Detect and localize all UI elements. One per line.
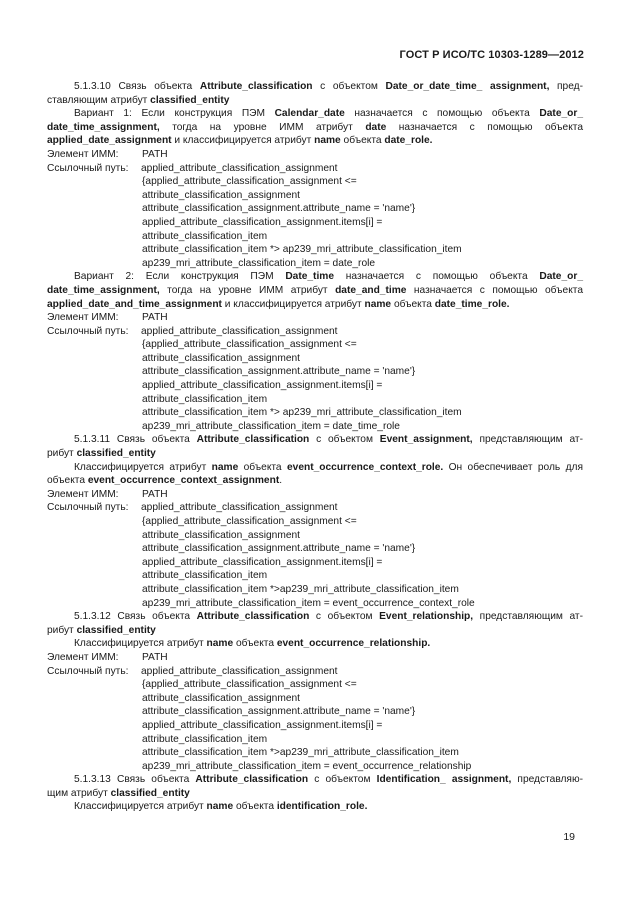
variant-1-line-1 [47,107,583,121]
ref-path-line: attribute_classification_assignment [142,529,300,541]
paragraph [47,461,583,475]
text: с объектом [312,81,386,92]
ref-path-line: attribute_classification_item [142,570,268,582]
text: Классифицируется атрибут [74,461,212,473]
ref-path-line: ap239_mri_attribute_classification_item = date_time_role [142,420,400,432]
text: Он обеспечивает роль для [443,461,583,473]
section-heading-cont [47,787,583,801]
ref-path-line: attribute_classification_assignment [142,692,300,704]
bold-term: Attribute_classification [196,434,310,446]
section-heading-5-1-3-10 [47,80,583,94]
text: тогда на уровне ИММ атрибут [159,121,366,133]
bold-term: Date_or_date_time_ assignment, [385,81,550,92]
section-heading-cont [47,624,583,638]
bold-term: date_time_role. [434,298,510,310]
bold-term: date_role. [384,135,433,147]
bold-term: event_occurrence_relationship. [276,638,431,650]
bold-term: Attribute_classification [199,81,313,92]
text: Вариант 1: Если конструкция ПЭМ [74,108,275,120]
variant-2-line-1 [47,270,583,284]
page-number: 19 [563,831,575,843]
text: Вариант 2: Если конструкция ПЭМ [74,271,286,283]
ref-path-label: Ссылочный путь: [47,325,129,337]
text: объекта [340,135,385,147]
ref-path-line: applied_attribute_classification_assignment [141,325,338,337]
mim-element-label: Элемент ИММ: [47,488,119,500]
bold-term: date_time_assignment, [47,284,160,296]
bold-term: date_and_time [335,284,407,296]
mim-element-row [47,311,583,325]
ref-path-line: ap239_mri_attribute_classification_item = date_role [142,257,376,269]
document-header: ГОСТ Р ИСО/ТС 10303-1289—2012 [399,49,584,61]
bold-term: applied_date_assignment [47,135,172,147]
ref-path-line: {applied_attribute_classification_assignment <= [142,679,357,691]
ref-path-line: attribute_classification_assignment.attribute_name = 'name'} [142,203,416,215]
variant-2-line-3 [47,298,583,312]
mim-element-label: Элемент ИММ: [47,312,119,324]
ref-path-line: attribute_classification_assignment [142,189,300,201]
text: представляю- [511,774,583,786]
bold-term: name [314,135,341,147]
ref-path-line: attribute_classification_assignment.attribute_name = 'name'} [142,706,416,718]
text: объекта [233,638,277,650]
text: объекта [391,298,435,310]
text: назначается с помощью объекта [344,108,540,120]
ref-path-line: applied_attribute_classification_assignment.items[i] = [142,216,383,228]
ref-path-line: attribute_classification_item *>ap239_mri_attribute_classification_item [142,583,459,595]
ref-path-row [47,162,583,176]
text: . [279,475,283,487]
ref-path-line: {applied_attribute_classification_assignment <= [142,339,357,351]
text: назначается с помощью объекта [406,284,583,296]
text: объекта [238,461,287,473]
ref-path-line: applied_attribute_classification_assignment [141,502,338,514]
mim-element-label: Элемент ИММ: [47,148,119,160]
section-heading-cont [47,447,583,461]
bold-term: Date_or_ [539,271,583,283]
section-heading-5-1-3-12 [47,610,583,624]
ref-path-line: attribute_classification_assignment [142,352,300,364]
mim-element-value: PATH [142,148,168,160]
text: объекта [233,801,277,813]
bold-term: Date_or_ [539,108,584,120]
bold-term: Calendar_date [274,108,345,120]
mim-element-value: PATH [142,312,168,324]
ref-path-line: applied_attribute_classification_assignment.items[i] = [142,380,383,392]
ref-path-line: attribute_classification_assignment.attribute_name = 'name'} [142,366,416,378]
text: представляющим ат- [472,434,583,446]
text: и классифицируется атрибут [221,298,365,310]
ref-path-row [47,325,583,339]
text: щим атрибут [47,787,111,799]
text: с объектом [309,611,380,623]
bold-term: classified_entity [76,624,156,636]
bold-term: Attribute_classification [196,611,310,623]
ref-path-line: attribute_classification_item *> ap239_mri_attribute_classification_item [142,407,462,419]
bold-term: classified_entity [110,787,190,799]
ref-path-line: ap239_mri_attribute_classification_item = event_occurrence_context_role [142,597,475,609]
ref-path-line: {applied_attribute_classification_assignment <= [142,516,357,527]
text: назначается с помощью объекта [386,121,583,133]
section-heading-cont [47,94,583,108]
text: Классифицируется атрибут [74,638,207,650]
bold-term: name [206,638,234,650]
text: Классифицируется атрибут [74,801,207,813]
text: 5.1.3.13 Связь объекта [74,774,196,786]
bold-term: event_occurrence_context_assignment [87,475,280,487]
text: 5.1.3.11 Связь объекта [74,434,197,446]
text: и классифицируется атрибут [171,135,315,147]
mim-element-value: PATH [142,488,168,500]
text: с объектом [309,434,380,446]
text: рибут [47,448,77,460]
bold-term: Event_assignment, [379,434,473,446]
text: ставляющим атрибут [47,94,151,106]
bold-term: Identification_ assignment, [376,774,512,786]
ref-path-line: attribute_classification_assignment.attribute_name = 'name'} [142,543,416,555]
bold-term: identification_role. [276,801,368,813]
ref-path-line: applied_attribute_classification_assignment [141,162,338,174]
bold-term: name [206,801,234,813]
ref-path-label: Ссылочный путь: [47,665,129,677]
bold-term: name [211,461,239,473]
bold-term: classified_entity [150,94,230,106]
bold-term: classified_entity [76,448,156,460]
text: тогда на уровне ИММ атрибут [159,284,336,296]
section-heading-5-1-3-13 [47,773,583,787]
ref-path-label: Ссылочный путь: [47,162,129,174]
ref-path-line: applied_attribute_classification_assignment [141,665,338,677]
ref-path-row [47,665,583,679]
mim-element-row [47,488,583,502]
variant-2-line-2 [47,284,583,298]
ref-path-line: attribute_classification_item [142,230,268,242]
bold-term: date_time_assignment, [47,121,160,133]
bold-term: Attribute_classification [195,774,309,786]
bold-term: date [365,121,387,133]
bold-term: Event_relationship, [379,611,474,623]
mim-element-value: PATH [142,651,168,663]
text: 5.1.3.10 Связь объекта [74,81,200,92]
paragraph [47,800,583,814]
mim-element-row [47,651,583,665]
ref-path-line: attribute_classification_item *> ap239_mri_attribute_classification_item [142,244,462,256]
bold-term: Date_time [285,271,335,283]
text: с объектом [308,774,377,786]
ref-path-label: Ссылочный путь: [47,502,129,514]
ref-path-line: applied_attribute_classification_assignment.items[i] = [142,719,383,731]
ref-path-line: {applied_attribute_classification_assignment <= [142,176,357,188]
ref-path-line: attribute_classification_item [142,733,268,745]
bold-term: name [364,298,392,310]
text: пред- [549,81,583,92]
document-body [47,80,583,814]
variant-1-line-2 [47,121,583,135]
mim-element-row [47,148,583,162]
ref-path-line: ap239_mri_attribute_classification_item = event_occurrence_relationship [142,760,472,772]
bold-term: applied_date_and_time_assignment [47,298,222,310]
paragraph [47,637,583,651]
ref-path-line: applied_attribute_classification_assignment.items[i] = [142,556,383,568]
bold-term: event_occurrence_context_role. [286,461,444,473]
section-heading-5-1-3-11 [47,433,583,447]
ref-path-row [47,501,583,515]
text: объекта [47,475,88,487]
ref-path-line: attribute_classification_item *>ap239_mri_attribute_classification_item [142,747,459,759]
text: представляющим ат- [473,611,583,623]
ref-path-line: attribute_classification_item [142,393,268,405]
text: 5.1.3.12 Связь объекта [74,611,197,623]
text: рибут [47,624,77,636]
mim-element-label: Элемент ИММ: [47,651,119,663]
paragraph-cont [47,474,583,488]
variant-1-line-3 [47,134,583,148]
text: назначается с помощью объекта [334,271,540,283]
